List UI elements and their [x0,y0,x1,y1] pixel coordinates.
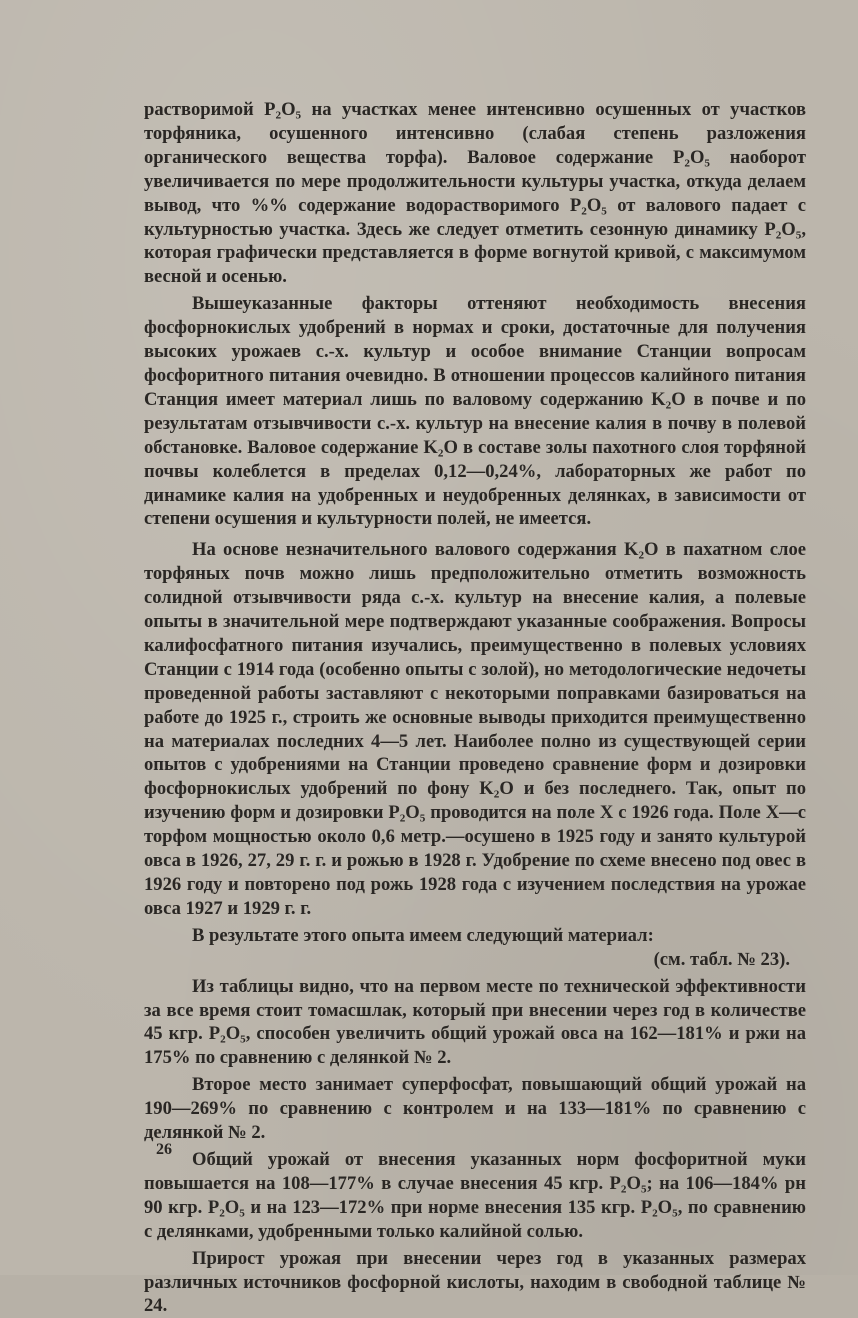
paragraph-4: В результате этого опыта имеем следующий материал: [192,924,654,946]
table-reference: (см. табл. № 23). [653,948,790,970]
paragraph-2: Вышеуказанные факторы оттеняют необходимость внесения фосфорнокислых удобрений в нормах и сроки, достаточные для получения высоких урожаев с.-х. культур и особое внимание Станции вопросам фосфоритного питания очевидно. В отношении процессов калийного питания Станция имеет материал лишь по валовому содержанию K₂O в почве и по результатам отзывчивости с.-х. культур на внесение калия в почву в полевой обстановке. Валовое содержание K₂O в составе золы пахотного слоя торфяной почвы колеблется в пределах 0,12—0,24%, лабораторных же работ по динамике калия на удобренных и неудобренных делянках, в зависимости от степени осушения и культурности полей, не имеется. [144,293,806,530]
page-number: 26 [156,1141,172,1158]
paragraph-5: Из таблицы видно, что на первом месте по технической эффективности за все время стоит томасшлак, который при внесении через год в количестве 45 кгр. P₂O₅, способен увеличить общий урожай овса на 162—181% и ржи на 175% по сравнению с делянкой № 2. [144,975,806,1069]
paragraph-1: растворимой P₂O₅ на участках менее интенсивно осушенных от участков торфяника, осушенного интенсивно (слабая степень разложения органического вещества торфа). Валовое содержание P₂O₅ наоборот увеличивается по мере продолжительности культуры участка, откуда делаем вывод, что %% содержание водорастворимого P₂O₅ от валового падает с культурностью участка. Здесь же следует отметить сезонную динамику P₂O₅, которая графически представляется в форме вогнутой кривой, с максимумом весной и осенью. [144,99,806,288]
body-text [144,98,806,1318]
paragraph-8: Прирост урожая при внесении через год в указанных размерах различных источников фосфорной кислоты, находим в свободной таблице № 24. [144,1247,806,1317]
paragraph-6: Второе место занимает суперфосфат, повышающий общий урожай на 190—269% по сравнению с контролем и на 133—181% по сравнению с делянкой № 2. [144,1074,806,1144]
paragraph-7: Общий урожай от внесения указанных норм фосфоритной муки повышается на 108—177% в случае внесения 45 кгр. P₂O₅; на 106—184% рн 90 кгр. P₂O₅ и на 123—172% при норме внесения 135 кгр. P₂O₅, по сравнению с делянками, удобренными только калийной солью. [144,1148,806,1242]
paragraph-3: На основе незначительного валового содержания K₂O в пахатном слое торфяных почв можно лишь предположительно отметить возможность солидной отзывчивости ряда с.-х. культур на внесение калия, а полевые опыты в значительной мере подтверждают указанные соображения. Вопросы калифосфатного питания изучались, преимущественно в полевых условиях Станции с 1914 года (особенно опыты с золой), но методологические недочеты проведенной работы заставляют с некоторыми поправками базироваться на работе до 1925 г., строить же основные выводы приходится преимущественно на материалах последних 4—5 лет. Наиболее полно из существующей серии опытов с удобрениями на Станции проведено сравнение форм и дозировки фосфорнокислых удобрений по фону K₂O и без последнего. Так, опыт по изучению форм и дозировки P₂O₅ проводится на поле X с 1926 года. Поле X—с торфом мощностью около 0,6 метр.—осушено в 1925 году и занято культурой овса в 1926, 27, 29 г. г. и рожью в 1928 г. Удобрение по схеме внесено под овес в 1926 году и повторено под рожь 1928 года с изучением последствия на урожае овса 1927 и 1929 г. г. [144,539,806,919]
